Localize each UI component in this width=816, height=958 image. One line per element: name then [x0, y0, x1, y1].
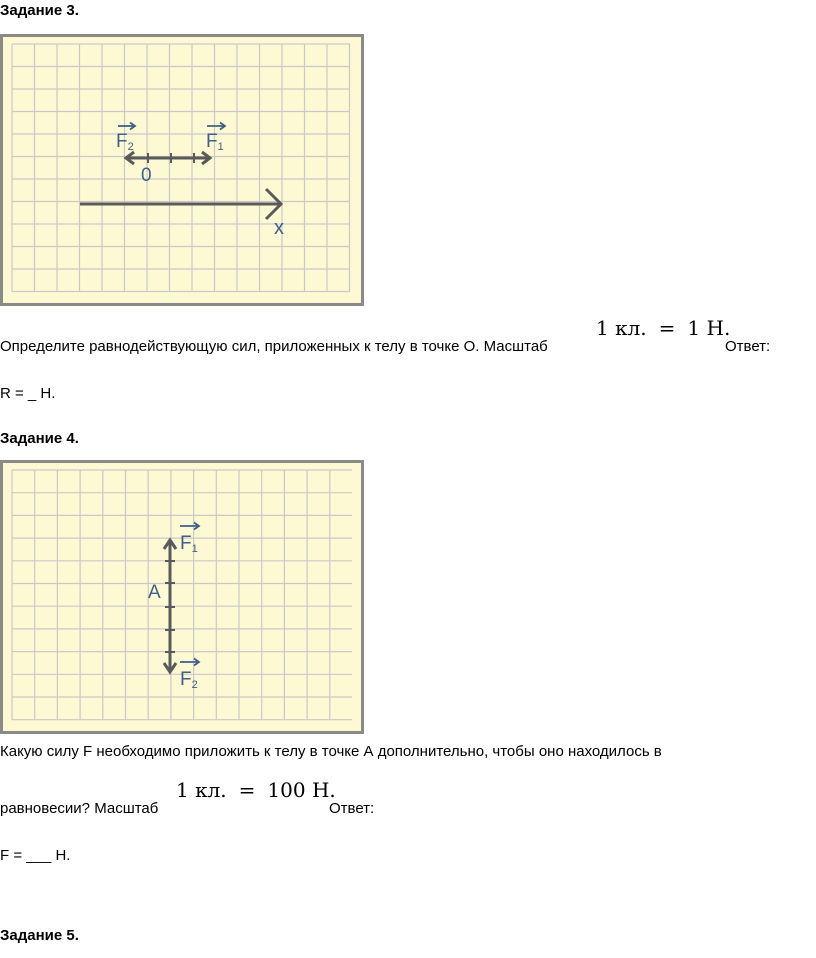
task4-point-label: A [148, 582, 161, 603]
task3-answer-prompt: Ответ: [725, 338, 771, 355]
task4-answer-line: F = ___ Н. [0, 847, 71, 864]
task3-figure [0, 34, 364, 306]
task4-question-line2: равновесии? Масштаб [0, 800, 159, 817]
task5-heading: Задание 5. [0, 927, 79, 944]
task3-question: Определите равнодействующую сил, приложенных к телу в точке О. Масштаб [0, 338, 548, 355]
task3-f2-label: F2 [116, 131, 134, 153]
task3-answer-line: R = _ Н. [0, 385, 56, 402]
task4-f2-label: F2 [180, 669, 198, 691]
task4-question-line1: Какую силу F необходимо приложить к телу в точке А дополнительно, чтобы оно находилось в [0, 743, 662, 760]
task4-figure [0, 460, 364, 734]
task4-scale-formula: 1 кл. = 100 Н. [176, 778, 336, 802]
task4-answer-prompt: Ответ: [329, 800, 375, 817]
task4-f1-label: F1 [180, 533, 198, 555]
task3-axis-label: x [274, 217, 284, 239]
task4-figure-frame [2, 462, 363, 733]
task3-scale-formula: 1 кл. = 1 Н. [596, 316, 731, 340]
task4-heading: Задание 4. [0, 430, 79, 447]
task3-origin-label: 0 [141, 165, 152, 186]
task3-figure-frame [2, 36, 363, 305]
task3-heading: Задание 3. [0, 2, 79, 19]
task3-f1-label: F1 [206, 131, 224, 153]
